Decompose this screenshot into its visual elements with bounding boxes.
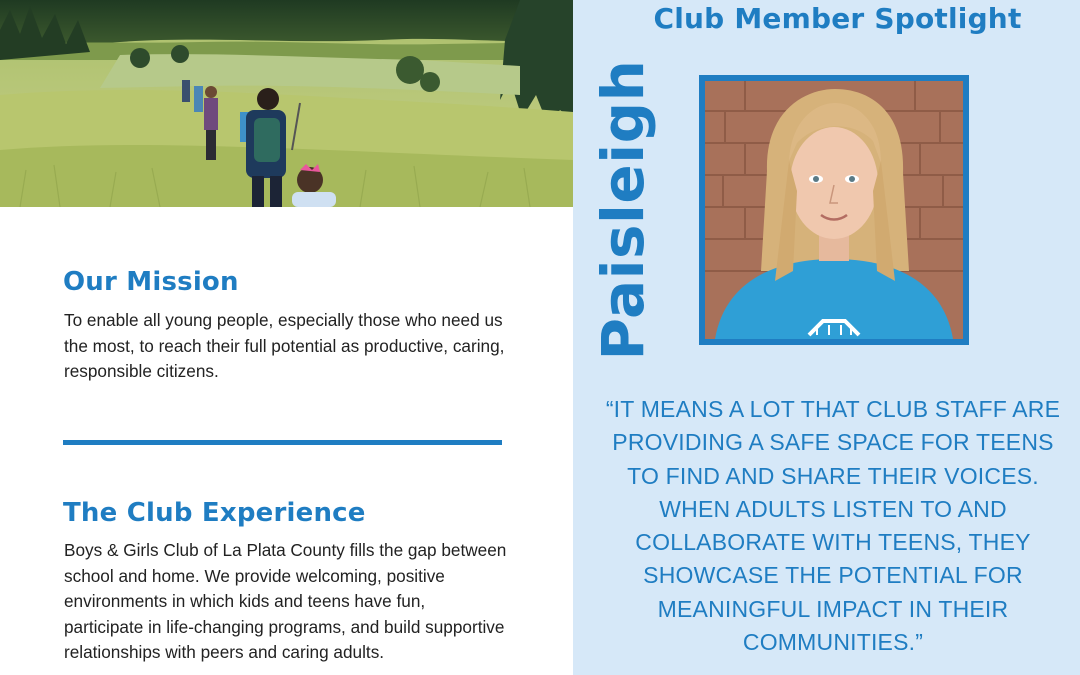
hiking-photo	[0, 0, 573, 207]
member-quote: “IT MEANS A LOT THAT CLUB STAFF ARE PROVIDING A SAFE SPACE FOR TEENS TO FIND AND SHARE THEIR VOICES. WHEN ADULTS LISTEN TO AND COLLABORATE WITH TEENS, THEY SHOWCASE THE POTENTIAL FOR MEANINGFUL IMPACT IN THEIR COMMUNITIES.”	[605, 396, 1061, 656]
mission-text: To enable all young people, especially those who need us the most, to reach their full potential as productive, caring, responsible citizens.	[64, 310, 505, 381]
left-column	[0, 207, 573, 675]
spotlight-title: Club Member Spotlight	[653, 2, 1022, 35]
member-name: Paisleigh	[589, 59, 657, 361]
experience-text: Boys & Girls Club of La Plata County fills the gap between school and home. We provide welcoming, positive environments in which kids and teens have fun, participate in life-changing programs, and build supportive relationships with peers and caring adults.	[64, 540, 507, 662]
experience-heading: The Club Experience	[63, 498, 366, 528]
member-portrait	[699, 75, 969, 345]
section-divider	[63, 440, 502, 445]
mission-heading: Our Mission	[63, 267, 239, 297]
spotlight-panel	[573, 0, 1080, 675]
